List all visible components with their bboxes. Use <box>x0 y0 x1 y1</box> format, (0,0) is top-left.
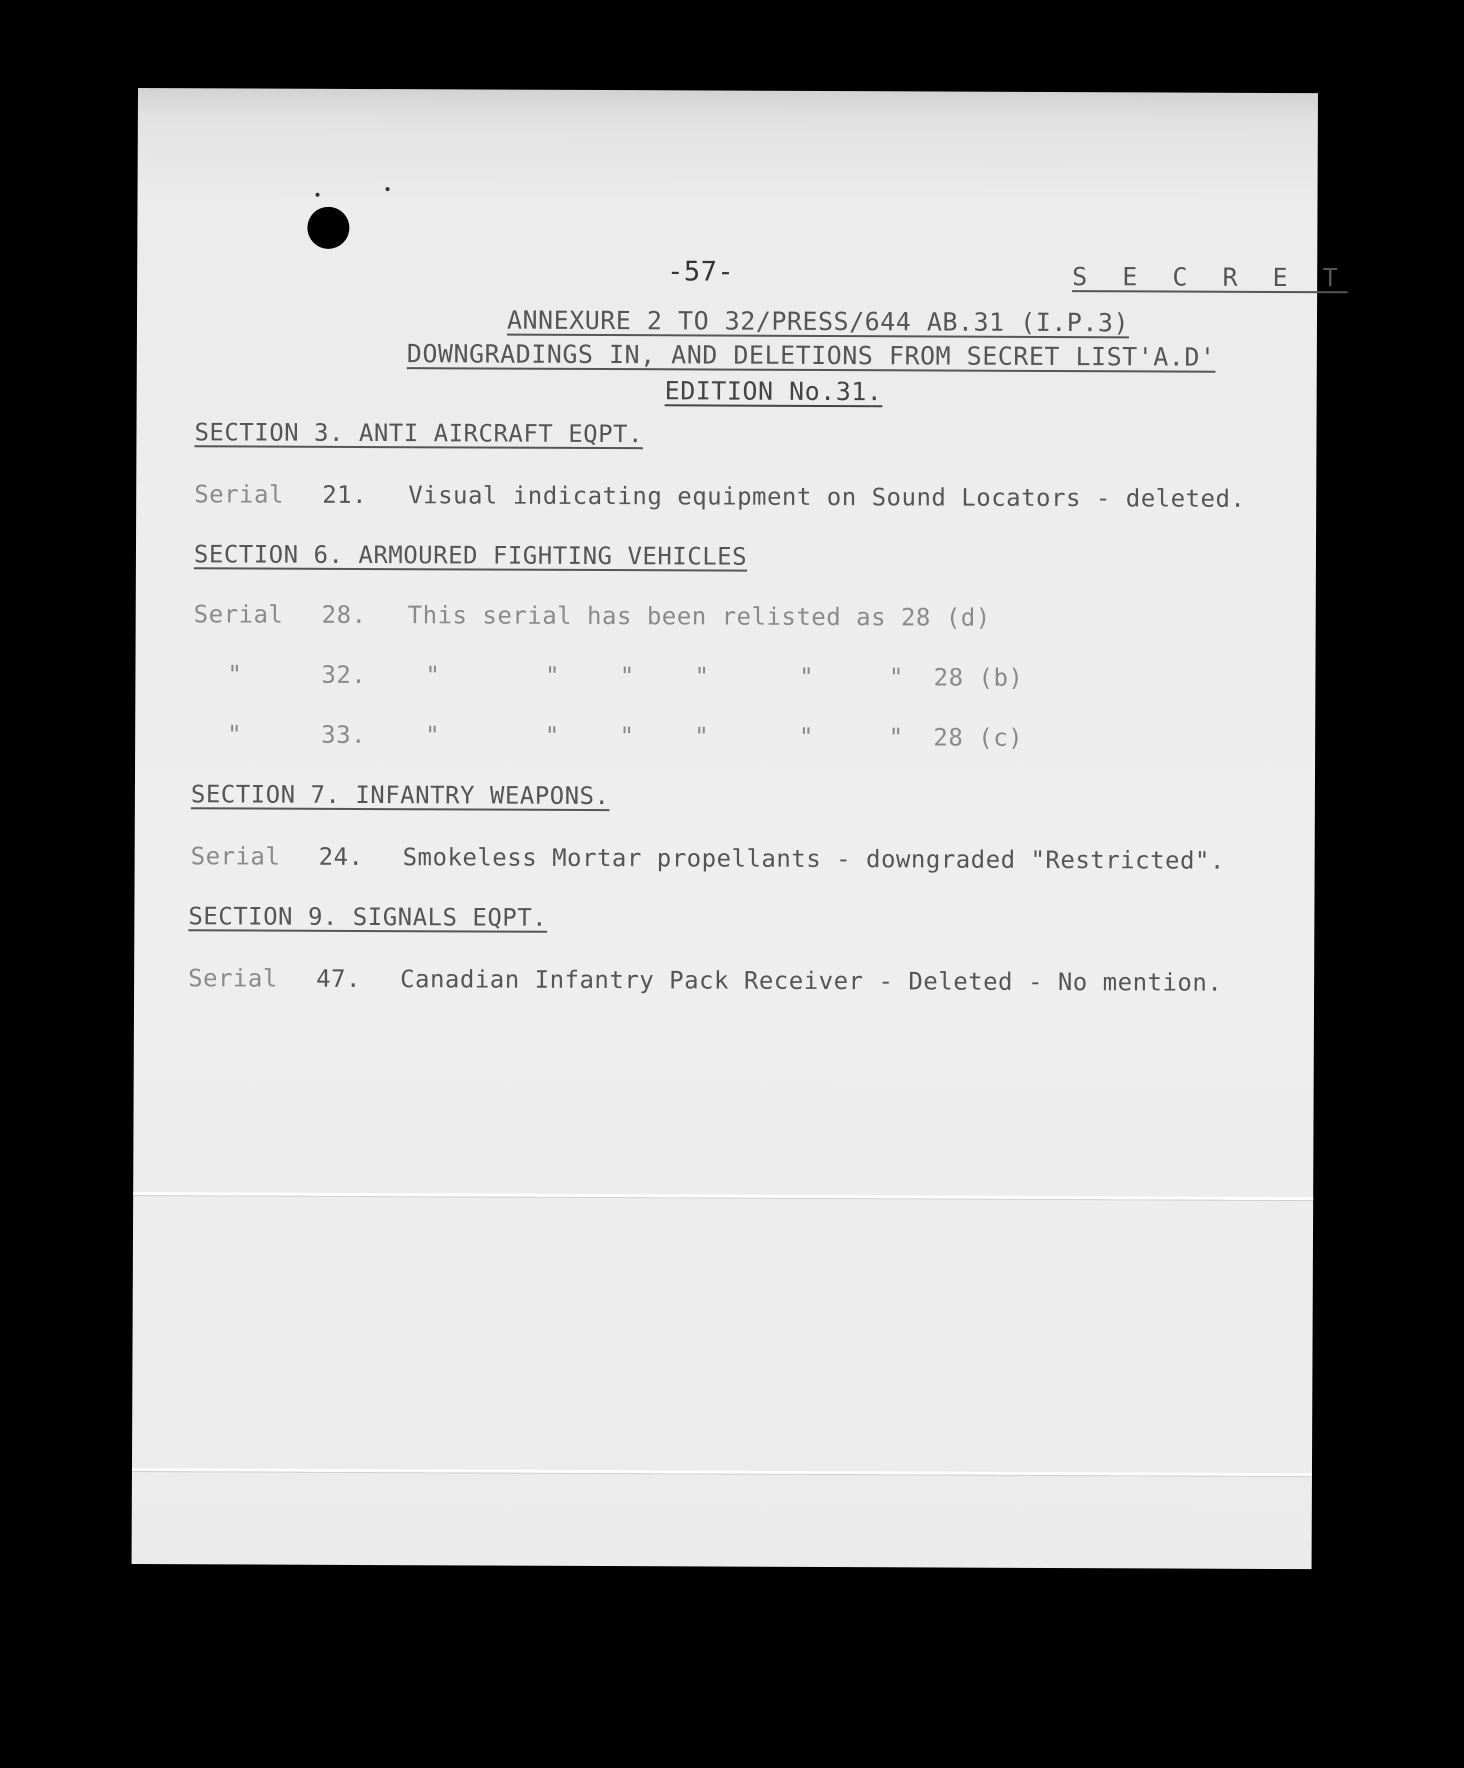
serial-description: " " " " " " 28 (b) <box>425 661 1024 692</box>
serial-number: 28. <box>321 600 367 630</box>
serial-number: 47. <box>316 964 362 993</box>
serial-description: Smokeless Mortar propellants - downgraded "Restricted". <box>402 843 1225 875</box>
serial-number: 32. <box>321 660 367 690</box>
ditto-label: " <box>227 660 243 689</box>
fold-line <box>132 1468 1312 1476</box>
ditto-label: " <box>227 720 243 749</box>
serial-label: Serial <box>190 842 281 871</box>
annexure-title: ANNEXURE 2 TO 32/PRESS/644 AB.31 (I.P.3) <box>506 305 1130 338</box>
serial-number: 33. <box>321 720 367 750</box>
document-page <box>132 88 1348 1569</box>
section-heading: SECTION 9. SIGNALS EQPT. <box>188 902 548 932</box>
section-heading: SECTION 7. INFANTRY WEAPONS. <box>190 780 610 811</box>
serial-description: Canadian Infantry Pack Receiver - Deleted - No mention. <box>400 965 1223 997</box>
serial-label: Serial <box>188 964 278 993</box>
serial-label: Serial <box>193 600 284 629</box>
page-number: -57- <box>667 256 735 288</box>
punch-hole <box>307 207 349 249</box>
speck <box>316 193 320 197</box>
serial-label: Serial <box>194 480 284 509</box>
fold-line <box>133 1192 1313 1200</box>
serial-description: " " " " " " 28 (c) <box>425 721 1024 752</box>
section-heading: SECTION 3. ANTI AIRCRAFT EQPT. <box>194 418 644 449</box>
serial-number: 21. <box>322 480 368 510</box>
serial-number: 24. <box>318 842 364 871</box>
speck <box>386 187 390 191</box>
serial-description: Visual indicating equipment on Sound Locators - deleted. <box>408 481 1246 513</box>
classification-marking: S E C R E T <box>1072 262 1348 293</box>
section-heading: SECTION 6. ARMOURED FIGHTING VEHICLES <box>193 540 748 571</box>
list-title: DOWNGRADINGS IN, AND DELETIONS FROM SECRET LIST'A.D' <box>406 339 1216 372</box>
serial-description: This serial has been relisted as 28 (d) <box>407 601 991 632</box>
edition-title: EDITION No.31. <box>664 376 883 407</box>
